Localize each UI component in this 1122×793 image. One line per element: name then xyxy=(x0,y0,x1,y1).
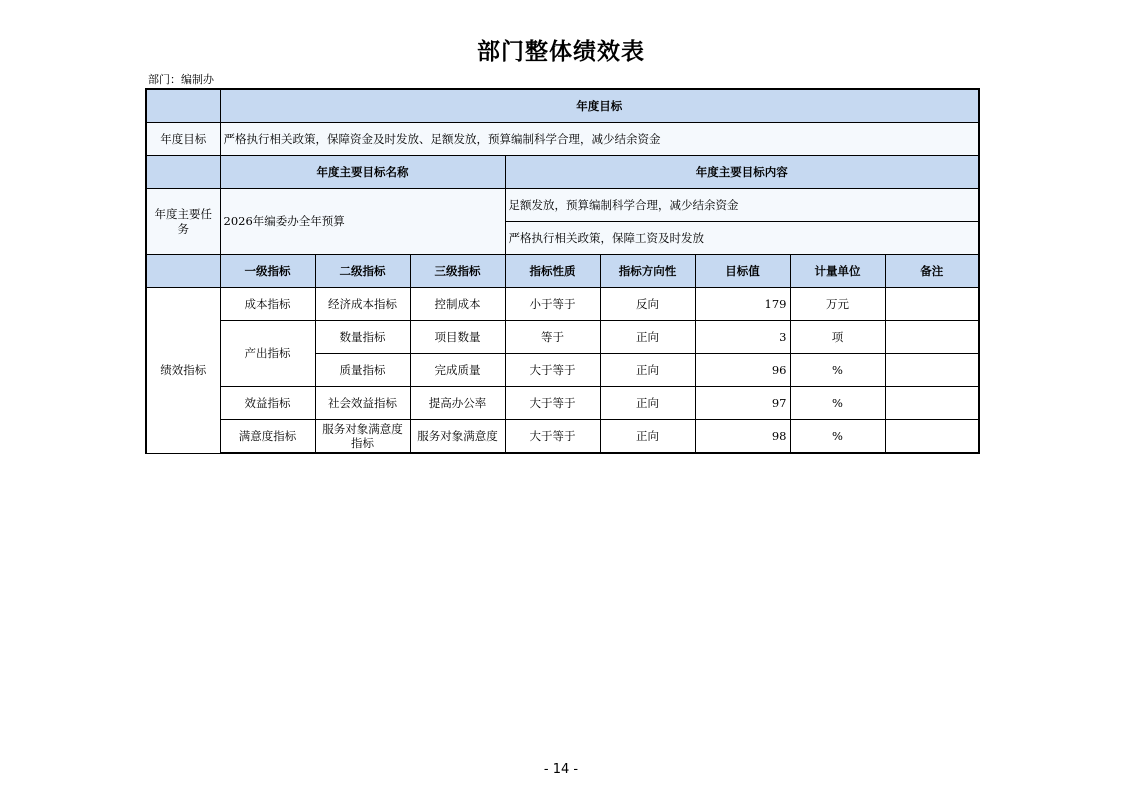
indicator-header-row xyxy=(146,255,979,288)
target-cell: 179 xyxy=(695,288,790,321)
level2-cell: 服务对象满意度指标 xyxy=(315,420,410,454)
level3-cell: 项目数量 xyxy=(410,321,505,354)
direction-cell: 反向 xyxy=(600,288,695,321)
unit-cell: % xyxy=(790,387,885,420)
nature-cell: 大于等于 xyxy=(505,387,600,420)
indicator-corner-cell xyxy=(146,255,220,288)
table-row xyxy=(146,387,979,420)
unit-cell: 万元 xyxy=(790,288,885,321)
level2-cell: 质量指标 xyxy=(315,354,410,387)
level1-cell: 效益指标 xyxy=(220,387,315,420)
level3-cell: 控制成本 xyxy=(410,288,505,321)
note-cell xyxy=(885,321,979,354)
nature-cell: 大于等于 xyxy=(505,354,600,387)
level2-cell: 经济成本指标 xyxy=(315,288,410,321)
table-row xyxy=(146,420,979,454)
level1-cell: 成本指标 xyxy=(220,288,315,321)
level1-cell: 满意度指标 xyxy=(220,420,315,454)
level2-cell: 数量指标 xyxy=(315,321,410,354)
task-header-row xyxy=(146,156,979,189)
annual-goal-label: 年度目标 xyxy=(146,123,220,156)
column-header: 计量单位 xyxy=(790,255,885,288)
column-header: 一级指标 xyxy=(220,255,315,288)
unit-cell: % xyxy=(790,354,885,387)
table-row xyxy=(146,288,979,321)
task-content-header: 年度主要目标内容 xyxy=(505,156,979,189)
nature-cell: 小于等于 xyxy=(505,288,600,321)
page-title: 部门整体绩效表 xyxy=(477,39,645,65)
unit-cell: 项 xyxy=(790,321,885,354)
task-content: 足额发放，预算编制科学合理，减少结余资金 xyxy=(505,189,979,222)
annual-goal-text: 严格执行相关政策，保障资金及时发放、足额发放，预算编制科学合理，减少结余资金 xyxy=(220,123,979,156)
column-header: 备注 xyxy=(885,255,979,288)
direction-cell: 正向 xyxy=(600,420,695,454)
level1-cell: 产出指标 xyxy=(220,321,315,387)
note-cell xyxy=(885,420,979,454)
indicator-row-label: 绩效指标 xyxy=(146,288,220,454)
annual-goal-header-row xyxy=(146,89,979,123)
task-corner-cell xyxy=(146,156,220,189)
target-cell: 96 xyxy=(695,354,790,387)
level3-cell: 服务对象满意度 xyxy=(410,420,505,454)
direction-cell: 正向 xyxy=(600,387,695,420)
task-name: 2026年编委办全年预算 xyxy=(220,189,505,255)
direction-cell: 正向 xyxy=(600,321,695,354)
column-header: 指标性质 xyxy=(505,255,600,288)
task-row-label: 年度主要任务 xyxy=(146,189,220,255)
nature-cell: 大于等于 xyxy=(505,420,600,454)
column-header: 目标值 xyxy=(695,255,790,288)
corner-cell xyxy=(146,89,220,123)
note-cell xyxy=(885,288,979,321)
column-header: 指标方向性 xyxy=(600,255,695,288)
department-label: 部门：编制办 xyxy=(148,73,214,86)
level2-cell: 社会效益指标 xyxy=(315,387,410,420)
annual-goal-header: 年度目标 xyxy=(220,89,979,123)
level3-cell: 完成质量 xyxy=(410,354,505,387)
table-row xyxy=(146,321,979,354)
column-header: 三级指标 xyxy=(410,255,505,288)
target-cell: 97 xyxy=(695,387,790,420)
direction-cell: 正向 xyxy=(600,354,695,387)
task-name-header: 年度主要目标名称 xyxy=(220,156,505,189)
level3-cell: 提高办公率 xyxy=(410,387,505,420)
note-cell xyxy=(885,354,979,387)
performance-table xyxy=(145,88,980,454)
column-header: 二级指标 xyxy=(315,255,410,288)
annual-goal-row xyxy=(146,123,979,156)
nature-cell: 等于 xyxy=(505,321,600,354)
target-cell: 3 xyxy=(695,321,790,354)
page-number: - 14 - xyxy=(543,762,579,777)
unit-cell: % xyxy=(790,420,885,454)
target-cell: 98 xyxy=(695,420,790,454)
task-content: 严格执行相关政策，保障工资及时发放 xyxy=(505,222,979,255)
note-cell xyxy=(885,387,979,420)
task-row xyxy=(146,189,979,222)
